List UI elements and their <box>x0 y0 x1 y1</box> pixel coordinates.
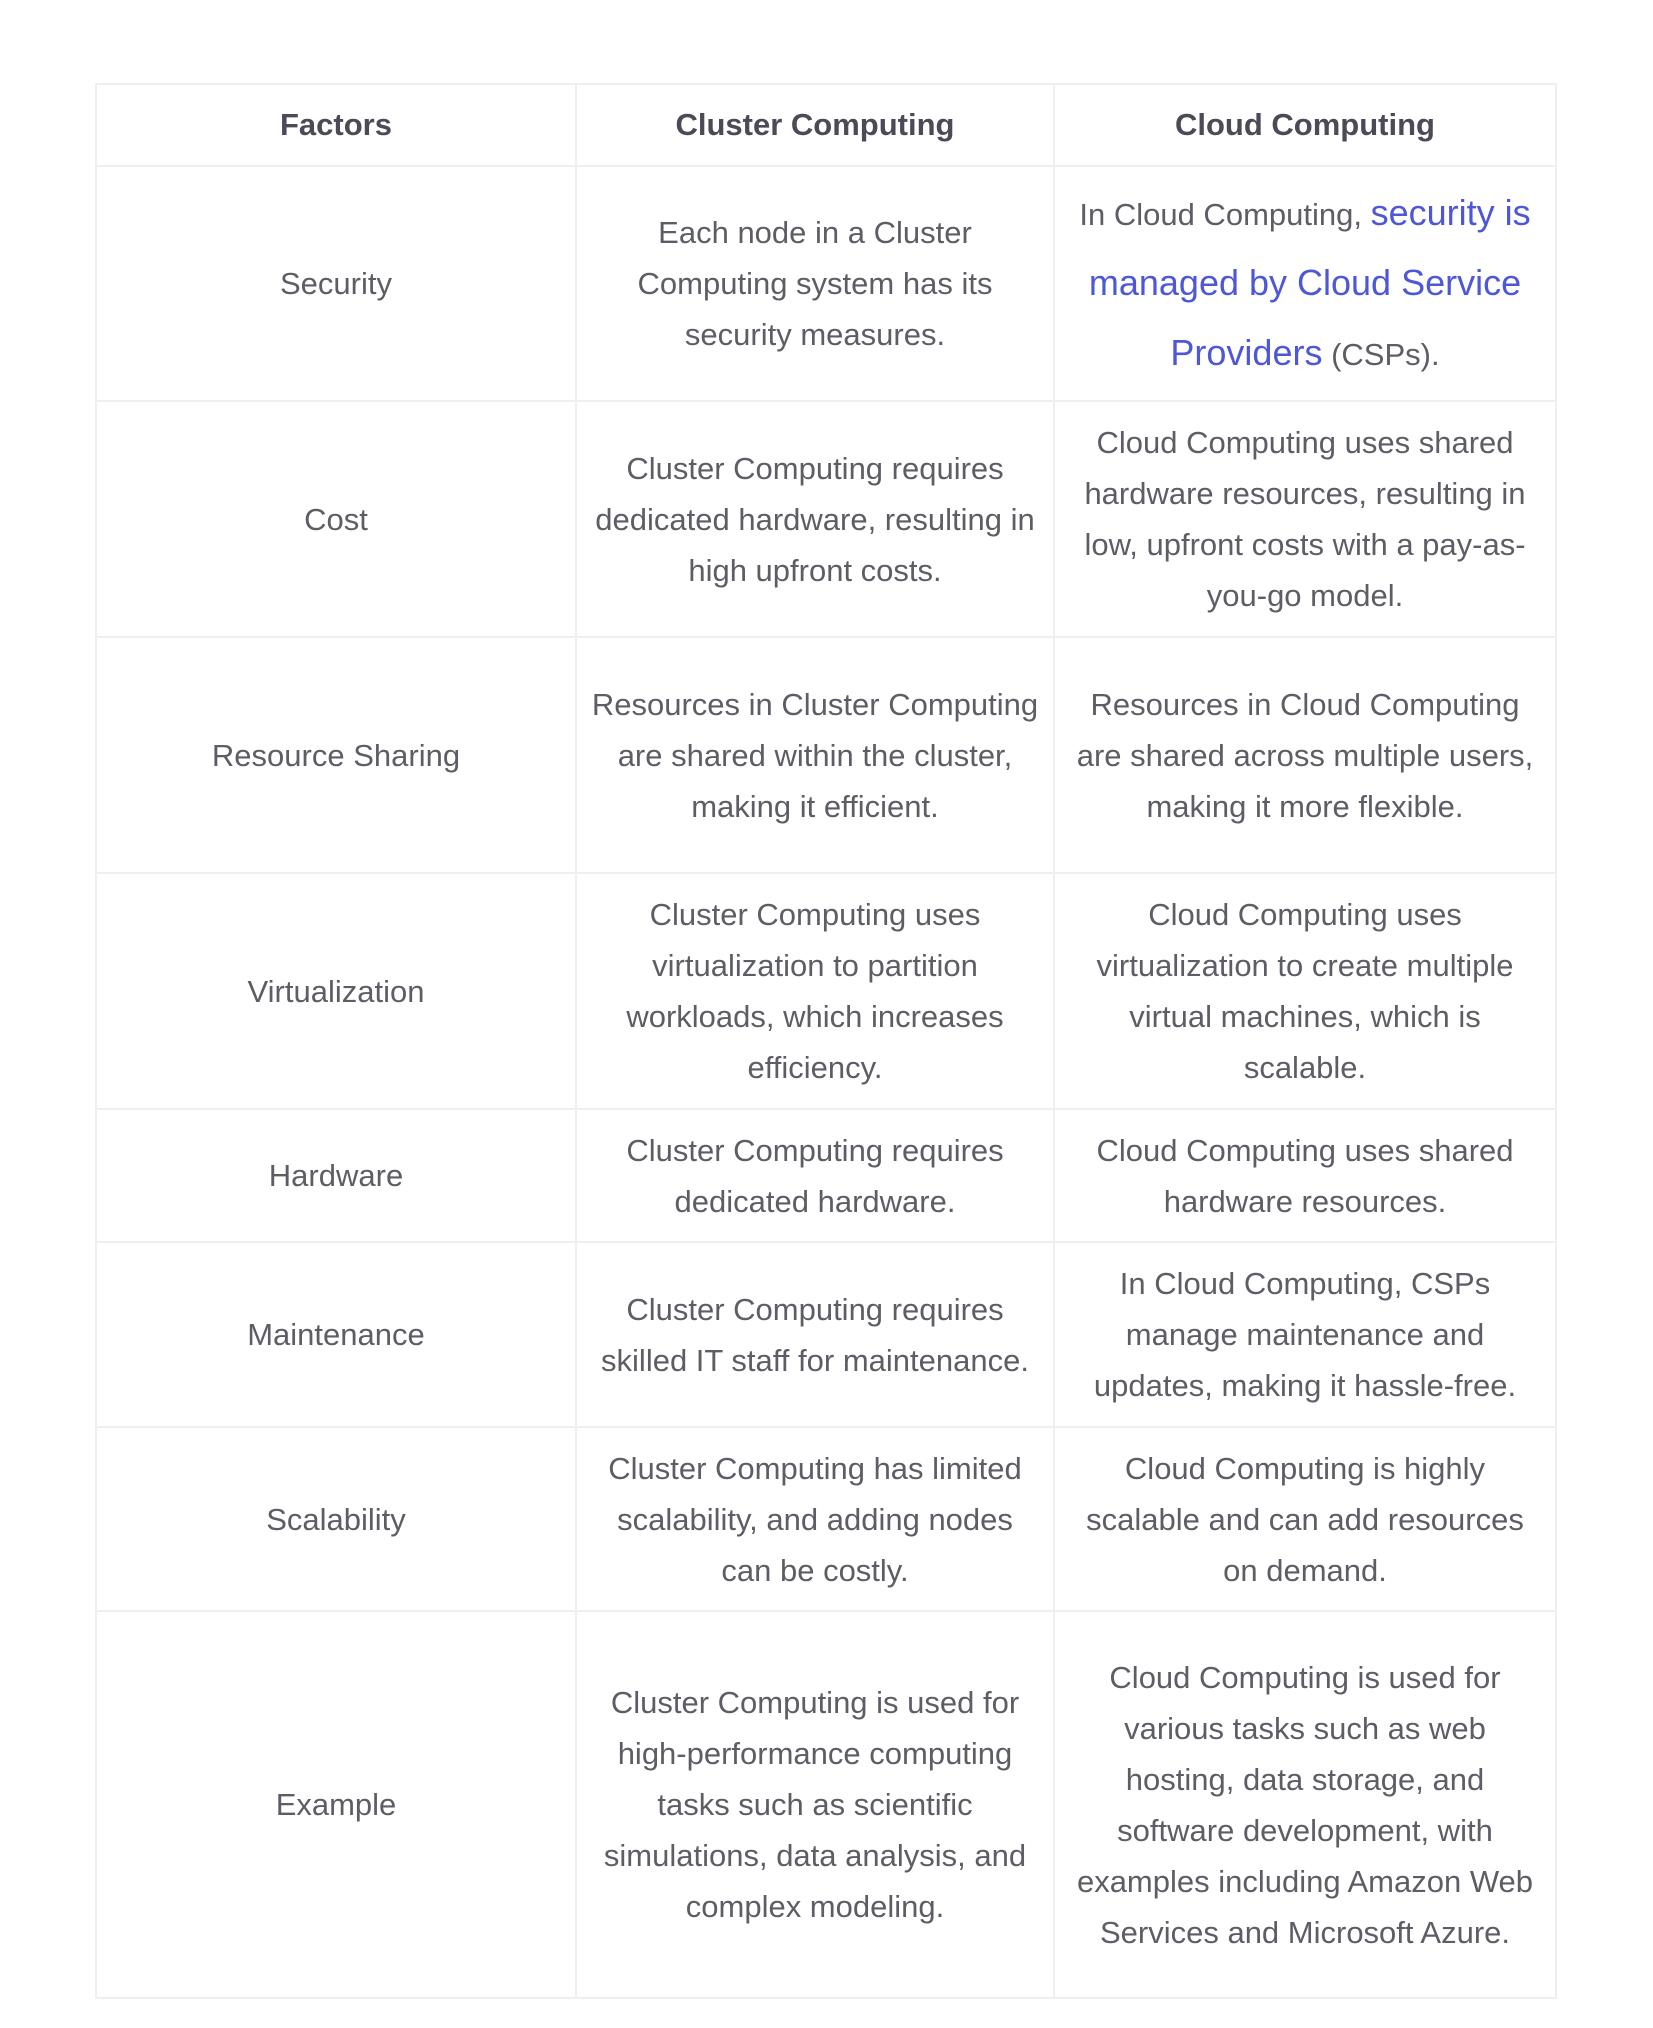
table-body <box>96 166 1556 1998</box>
cluster-cell: Cluster Computing requires dedicated hardware. <box>576 1109 1054 1242</box>
table-row-scalability <box>96 1427 1556 1611</box>
csp-security-link[interactable]: security is managed by Cloud Service Providers <box>1088 191 1531 373</box>
factor-cell: Cost <box>96 401 576 637</box>
cluster-cell: Cluster Computing is used for high-performance computing tasks such as scientific simulations, data analysis, and complex modeling. <box>576 1611 1054 1998</box>
factor-cell: Example <box>96 1611 576 1998</box>
header-factors: Factors <box>96 84 576 166</box>
header-row <box>96 84 1556 166</box>
cluster-cell: Cluster Computing uses virtualization to partition workloads, which increases efficiency. <box>576 873 1054 1109</box>
table-row-resource-sharing <box>96 637 1556 873</box>
cloud-cell: Cloud Computing uses shared hardware resources, resulting in low, upfront costs with a pay-as-you-go model. <box>1054 401 1556 637</box>
factor-cell: Security <box>96 166 576 401</box>
table-row-maintenance <box>96 1242 1556 1427</box>
cloud-cell: Cloud Computing is highly scalable and can add resources on demand. <box>1054 1427 1556 1611</box>
header-cloud-computing: Cloud Computing <box>1054 84 1556 166</box>
cloud-cell: Resources in Cloud Computing are shared across multiple users, making it more flexible. <box>1054 637 1556 873</box>
cluster-cell: Cluster Computing requires skilled IT staff for maintenance. <box>576 1242 1054 1427</box>
factor-cell: Virtualization <box>96 873 576 1109</box>
table-row-cost <box>96 401 1556 637</box>
table-row-security <box>96 166 1556 401</box>
cloud-text-suffix: (CSPs). <box>1331 336 1440 372</box>
table-header <box>96 84 1556 166</box>
table-row-example <box>96 1611 1556 1998</box>
factor-cell: Resource Sharing <box>96 637 576 873</box>
comparison-table <box>95 83 1557 1999</box>
header-cluster-computing: Cluster Computing <box>576 84 1054 166</box>
cloud-cell: In Cloud Computing, CSPs manage maintenance and updates, making it hassle-free. <box>1054 1242 1556 1427</box>
cluster-cell: Cluster Computing has limited scalability, and adding nodes can be costly. <box>576 1427 1054 1611</box>
factor-cell: Scalability <box>96 1427 576 1611</box>
cluster-cell: Each node in a Cluster Computing system has its security measures. <box>576 166 1054 401</box>
table-row-virtualization <box>96 873 1556 1109</box>
cloud-cell: Cloud Computing is used for various tasks such as web hosting, data storage, and software development, with examples including Amazon Web Services and Microsoft Azure. <box>1054 1611 1556 1998</box>
table-row-hardware <box>96 1109 1556 1242</box>
cloud-cell: Cloud Computing uses shared hardware resources. <box>1054 1109 1556 1242</box>
factor-cell: Maintenance <box>96 1242 576 1427</box>
cluster-cell: Cluster Computing requires dedicated hardware, resulting in high upfront costs. <box>576 401 1054 637</box>
cloud-cell <box>1054 166 1556 401</box>
cluster-cell: Resources in Cluster Computing are shared within the cluster, making it efficient. <box>576 637 1054 873</box>
cloud-cell: Cloud Computing uses virtualization to create multiple virtual machines, which is scalable. <box>1054 873 1556 1109</box>
comparison-table-container <box>95 83 1555 1999</box>
factor-cell: Hardware <box>96 1109 576 1242</box>
cloud-text-prefix: In Cloud Computing, <box>1079 196 1362 232</box>
